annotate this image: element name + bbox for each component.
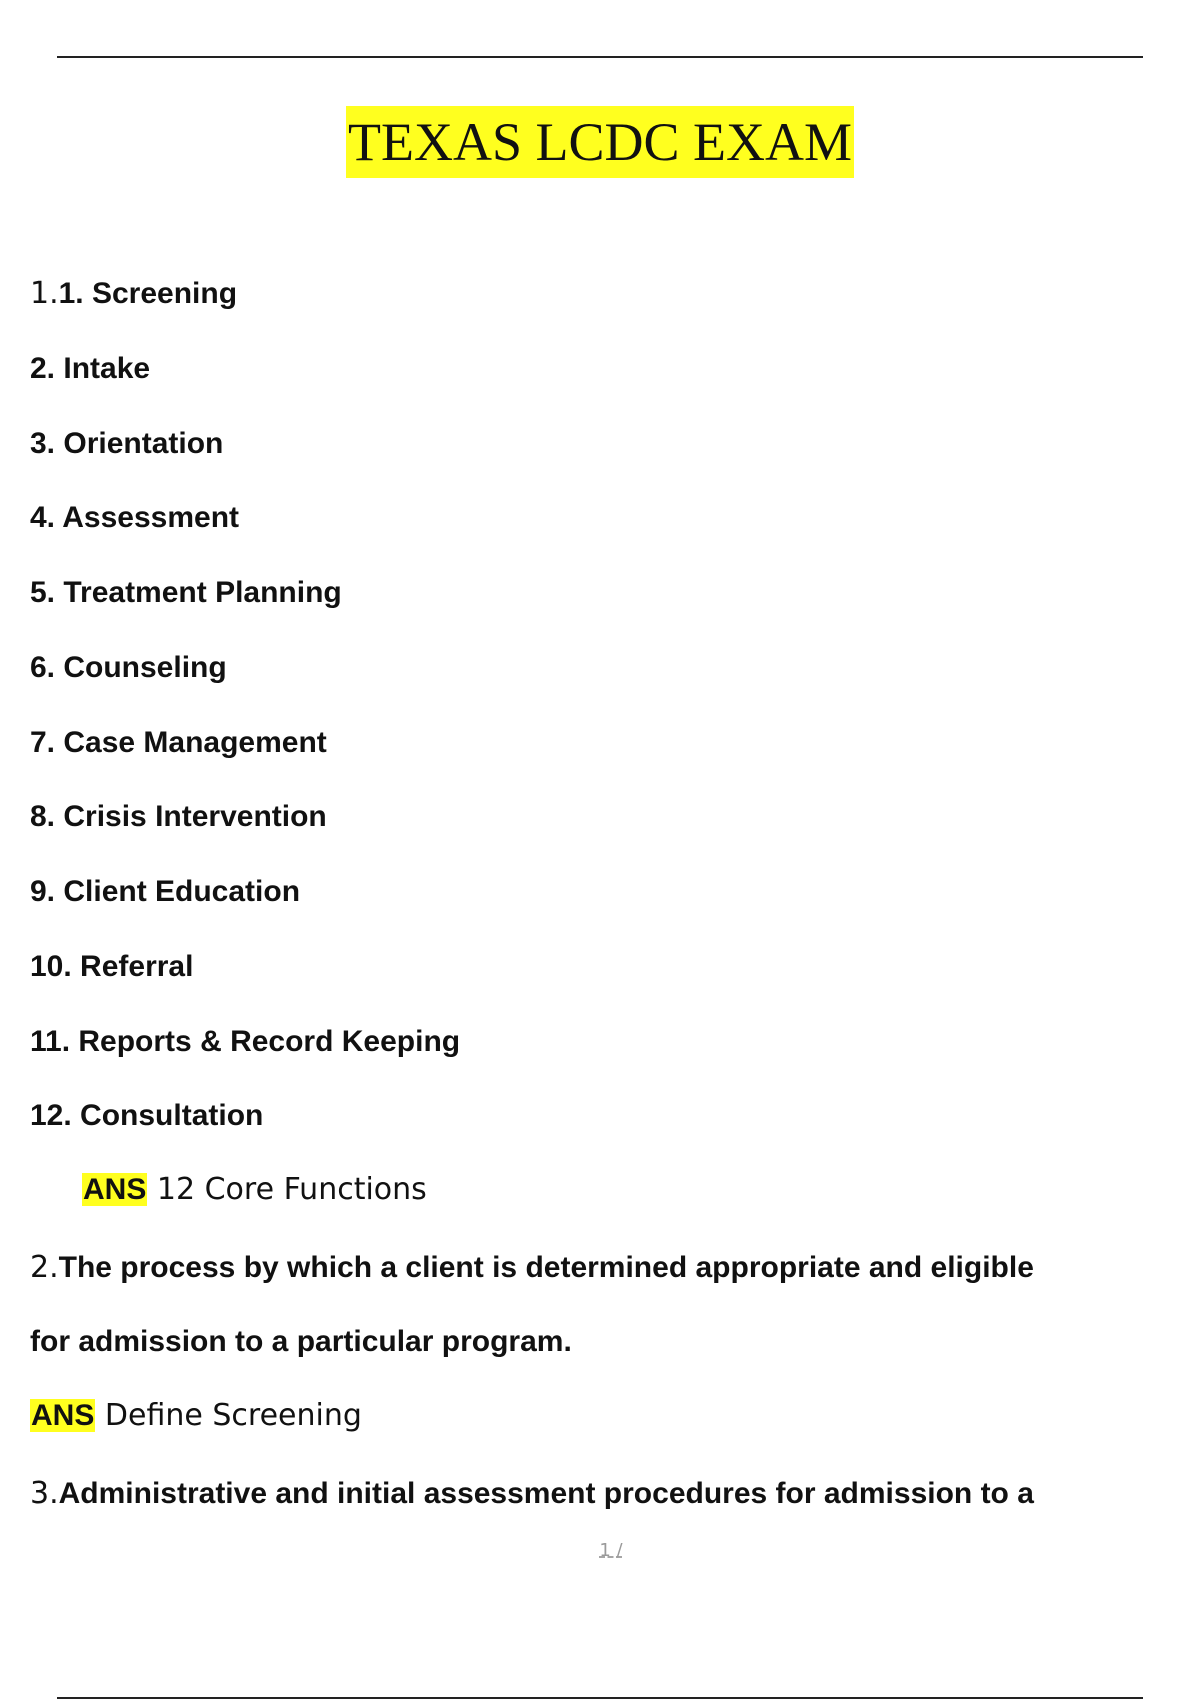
answer-label: ANS <box>83 1173 147 1206</box>
question-1-line-2: 2. Intake <box>30 352 151 385</box>
question-1-line-3: 3. Orientation <box>30 427 224 460</box>
question-2-text: The process by which a client is determined appropriate and eligible <box>58 1251 1034 1284</box>
question-3-text: Administrative and initial assessment procedures for admission to a <box>58 1477 1034 1510</box>
question-1-number: 1. <box>30 276 59 311</box>
question-3-line-1 <box>30 1476 1034 1511</box>
question-3-number: 3. <box>30 1476 59 1511</box>
bottom-rule <box>57 1697 1143 1699</box>
question-2-answer <box>30 1398 362 1433</box>
question-1-answer <box>82 1172 427 1207</box>
question-1-line-4: 4. Assessment <box>30 501 240 534</box>
question-1-line-9: 9. Client Education <box>30 875 301 908</box>
question-2-line-2: for admission to a particular program. <box>30 1325 572 1358</box>
question-1-text: 1. Screening <box>58 277 238 310</box>
question-1-line-8: 8. Crisis Intervention <box>30 800 327 833</box>
answer-text: Define Screening <box>104 1398 362 1433</box>
question-1-line-12: 12. Consultation <box>30 1099 264 1132</box>
title-container <box>0 106 1200 178</box>
answer-label: ANS <box>31 1399 95 1432</box>
question-1-line-1 <box>30 276 237 311</box>
question-1-line-10: 10. Referral <box>30 950 194 983</box>
question-1-line-11: 11. Reports & Record Keeping <box>30 1025 461 1058</box>
top-rule <box>57 56 1143 58</box>
question-1-line-6: 6. Counseling <box>30 651 227 684</box>
question-1-line-5: 5. Treatment Planning <box>30 576 342 609</box>
page-indicator: 1 / <box>599 1540 623 1561</box>
question-2-number: 2. <box>30 1250 59 1285</box>
document-title: TEXAS LCDC EXAM <box>346 106 854 178</box>
question-2-line-1 <box>30 1250 1034 1285</box>
question-1-line-7: 7. Case Management <box>30 726 327 759</box>
answer-text: 12 Core Functions <box>156 1172 427 1207</box>
